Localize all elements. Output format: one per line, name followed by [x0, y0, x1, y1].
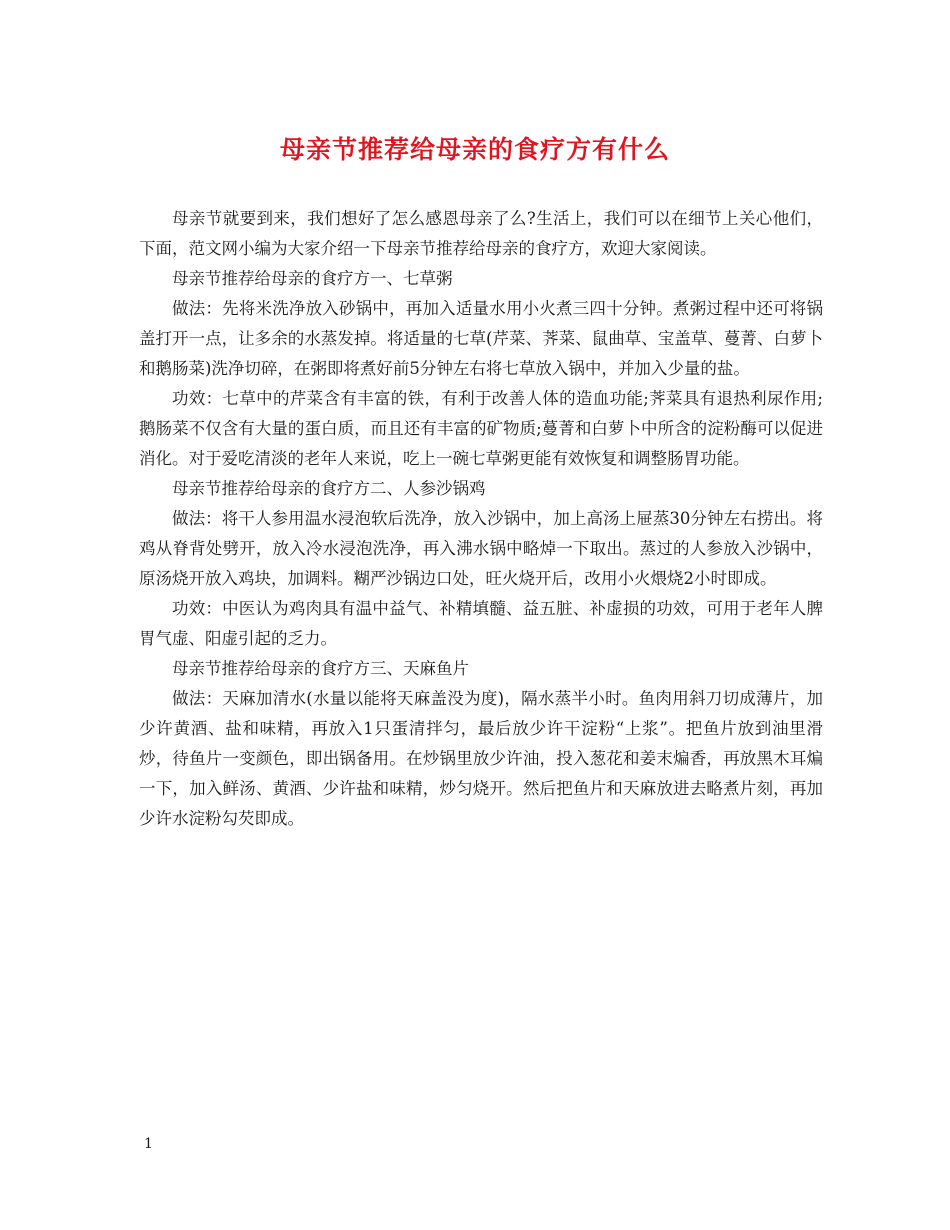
section-heading-3: 母亲节推荐给母亲的食疗方三、天麻鱼片: [172, 659, 469, 678]
recipe-1-effect: 功效：七草中的芹菜含有丰富的铁，有利于改善人体的造血功能;荠菜具有退热利尿作用;鹅肠菜不仅含有大量的蛋白质，而且还有丰富的矿物质;蔓菁和白萝卜中所含的淀粉酶可以促进消化。对于爱吃清淡的老年人来说，吃上一碗七草粥更能有效恢复和调整肠胃功能。: [139, 389, 823, 468]
recipe-2-method: 做法：将干人参用温水浸泡软后洗净，放入沙锅中，加上高汤上屉蒸30分钟左右捞出。将鸡从脊背处劈开，放入冷水浸泡洗净，再入沸水锅中略焯一下取出。蒸过的人参放入沙锅中，原汤烧开放入鸡块，加调料。糊严沙锅边口处，旺火烧开后，改用小火煨烧2小时即成。: [139, 509, 823, 588]
section-heading-2: 母亲节推荐给母亲的食疗方二、人参沙锅鸡: [172, 479, 486, 498]
intro-paragraph: 母亲节就要到来，我们想好了怎么感恩母亲了么?生活上，我们可以在细节上关心他们，下面，范文网小编为大家介绍一下母亲节推荐给母亲的食疗方，欢迎大家阅读。: [139, 209, 823, 258]
document-body: [139, 204, 823, 834]
page-number: 1: [144, 1136, 153, 1152]
section-heading-1: 母亲节推荐给母亲的食疗方一、七草粥: [172, 269, 453, 288]
recipe-2-effect: 功效：中医认为鸡肉具有温中益气、补精填髓、益五脏、补虚损的功效，可用于老年人脾胃气虚、阳虚引起的乏力。: [139, 599, 823, 648]
document-title: 母亲节推荐给母亲的食疗方有什么: [279, 135, 670, 164]
recipe-3-method: 做法：天麻加清水(水量以能将天麻盖没为度)，隔水蒸半小时。鱼肉用斜刀切成薄片，加少许黄酒、盐和味精，再放入1只蛋清拌匀，最后放少许干淀粉“上浆”。把鱼片放到油里滑炒，待鱼片一变颜色，即出锅备用。在炒锅里放少许油，投入葱花和姜末煸香，再放黑木耳煸一下，加入鲜汤、黄酒、少许盐和味精，炒匀烧开。然后把鱼片和天麻放进去略煮片刻，再加少许水淀粉勾芡即成。: [139, 689, 823, 828]
recipe-1-method: 做法：先将米洗净放入砂锅中，再加入适量水用小火煮三四十分钟。煮粥过程中还可将锅盖打开一点，让多余的水蒸发掉。将适量的七草(芹菜、荠菜、鼠曲草、宝盖草、蔓菁、白萝卜和鹅肠菜)洗净切碎，在粥即将煮好前5分钟左右将七草放入锅中，并加入少量的盐。: [139, 299, 823, 378]
